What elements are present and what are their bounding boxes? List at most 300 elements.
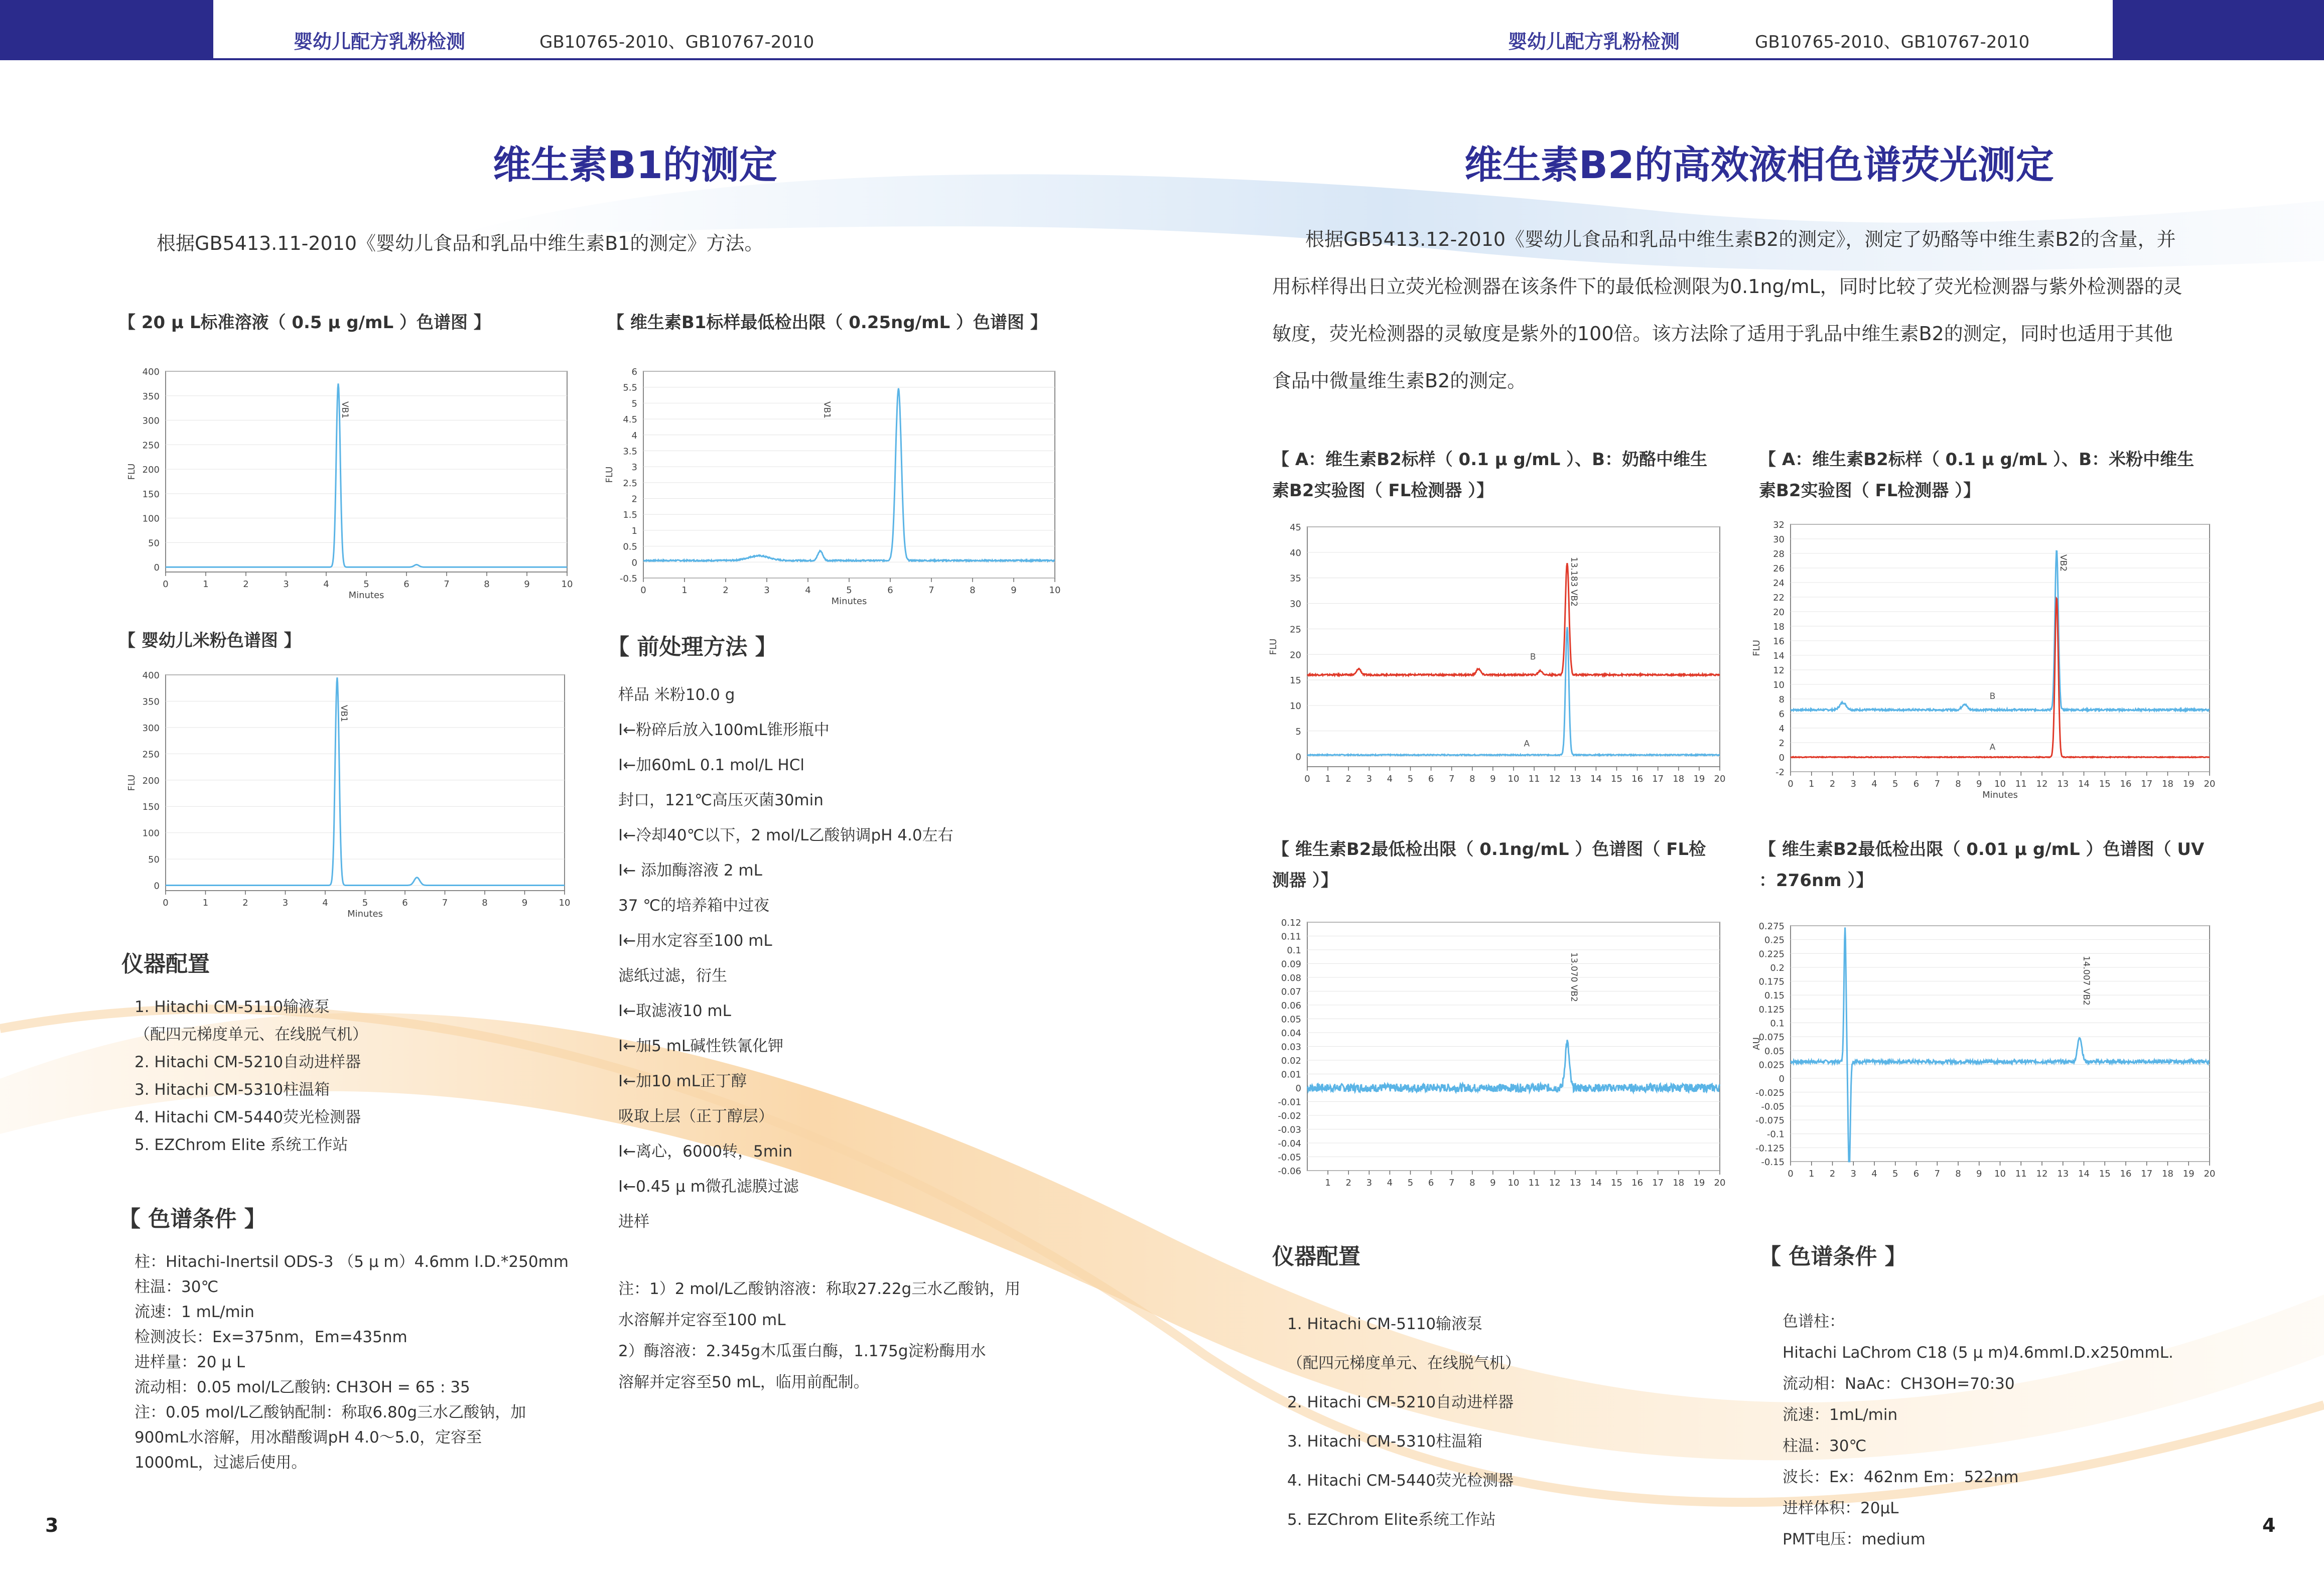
x-tick-label: 14 [1590,1178,1602,1188]
list-item: 1. Hitachi CM-5110输液泵 [1287,1315,1483,1333]
y-tick-label: 100 [142,828,160,839]
caption-line: 测器 ）】 [1272,871,1338,891]
caption-line: 【 A：维生素B2标样（ 0.1 μ g/mL ）、B：米粉中维生 [1759,450,2195,470]
x-tick-label: 19 [2182,779,2195,789]
x-tick-label: 13 [1569,774,1581,784]
x-tick-label: 3 [764,585,770,596]
y-tick-label: 32 [1773,520,1785,530]
x-tick-label: 7 [442,898,448,908]
y-tick-label: 0.5 [623,541,637,552]
list-item: 进样 [618,1213,649,1231]
list-item: 色谱柱： [1783,1313,1845,1331]
x-tick-label: 19 [2182,1169,2195,1179]
y-tick-label: 4 [631,430,637,441]
peak-label: VB1 [340,401,350,419]
y-tick-label: -0.05 [1761,1101,1785,1112]
x-tick-label: 14 [2078,779,2090,789]
list-item: I←加5 mL碱性铁氰化钾 [618,1037,784,1055]
list-item: 5. EZChrom Elite 系统工作站 [134,1136,348,1154]
y-tick-label: -0.1 [1766,1129,1785,1140]
list-item: 柱温：30℃ [134,1278,219,1296]
intro-left: 根据GB5413.11-2010《婴幼儿食品和乳品中维生素B1的测定》方法。 [157,232,764,254]
x-tick-label: 10 [559,898,571,908]
peak-label: VB1 [822,401,832,419]
x-tick-label: 9 [521,898,528,908]
list-item: PMT电压：medium [1783,1530,1926,1548]
x-tick-label: 11 [2015,779,2027,789]
list-item: 1000mL，过滤后使用。 [134,1454,307,1472]
y-tick-label: 0.05 [1281,1014,1301,1025]
x-tick-label: 12 [2036,1169,2048,1179]
y-axis-label: AU [1751,1037,1762,1050]
x-tick-label: 7 [1448,774,1455,784]
series-label: A [1989,742,1996,753]
y-tick-label: 20 [1290,650,1301,661]
list-item: 流动相：0.05 mol/L乙酸钠: CH3OH = 65 : 35 [134,1378,470,1396]
x-tick-label: 4 [322,898,328,908]
intro-line: 根据GB5413.12-2010《婴幼儿食品和乳品中维生素B2的测定》，测定了奶酪等中维生素B2的含量，并 [1305,228,2176,250]
list-item: 流动相：NaAc：CH3OH=70:30 [1783,1375,2015,1393]
x-tick-label: 2 [1345,1178,1351,1188]
caption-std-chart: 【 20 μ L标准溶液（ 0.5 μ g/mL ）色谱图 】 [118,313,491,333]
y-tick-label: 6 [631,367,637,377]
y-axis-label: FLU [126,774,137,791]
x-tick-label: 13 [2057,779,2069,789]
list-item: （配四元梯度单元、在线脱气机） [1287,1354,1521,1372]
x-tick-label: 0 [163,898,169,908]
y-tick-label: 30 [1773,534,1785,545]
x-tick-label: 15 [2099,1169,2111,1179]
x-axis-label: Minutes [831,596,867,607]
x-tick-label: 10 [1994,779,2006,789]
list-item: 水溶解并定容至100 mL [618,1311,786,1329]
list-item: Hitachi LaChrom C18 (5 μ m)4.6mmI.D.x250mmL. [1783,1344,2173,1362]
list-item: 流速：1mL/min [1783,1406,1898,1424]
x-tick-label: 16 [1631,774,1644,784]
list-item: 溶解并定容至50 mL，临用前配制。 [618,1373,869,1391]
y-tick-label: -2 [1775,767,1785,778]
x-tick-label: 10 [1508,1178,1520,1188]
y-tick-label: 0.11 [1281,931,1301,942]
list-item: （配四元梯度单元、在线脱气机） [134,1026,368,1044]
y-axis-label: FLU [126,463,137,480]
page-title-right: 维生素B2的高效液相色谱荧光测定 [1464,142,2054,187]
x-tick-label: 8 [482,898,488,908]
y-tick-label: 2 [1779,738,1785,749]
conditions-title-left: 【 色谱条件 】 [118,1206,266,1232]
y-tick-label: 14 [1773,651,1785,661]
y-tick-label: 300 [142,723,160,734]
y-tick-label: 400 [142,670,160,681]
y-tick-label: 1 [631,525,637,536]
intro-line: 敏度，荧光检测器的灵敏度是紫外的100倍。该方法除了适用于乳品中维生素B2的测定，同时也适用于其他 [1272,323,2173,345]
y-tick-label: 6 [1779,709,1785,720]
y-tick-label: 12 [1773,665,1785,676]
y-tick-label: 0.2 [1770,962,1785,973]
list-item: 滤纸过滤，衍生 [618,967,727,985]
y-tick-label: 0.05 [1764,1046,1785,1057]
x-tick-label: 5 [1892,1169,1898,1179]
x-tick-label: 7 [1448,1178,1455,1188]
x-tick-label: 1 [681,585,688,596]
conditions-list-right [1783,1306,2173,1555]
list-item: 样品 米粉10.0 g [618,686,735,704]
x-tick-label: 5 [846,585,852,596]
y-tick-label: 28 [1773,549,1785,559]
x-tick-label: 3 [1366,1178,1373,1188]
x-tick-label: 18 [1673,1178,1685,1188]
x-axis-label: Minutes [1982,790,2018,800]
y-tick-label: 4.5 [623,414,637,425]
caption-line: 【 维生素B2最低检出限（ 0.1ng/mL ）色谱图（ FL检 [1272,839,1706,859]
x-tick-label: 2 [1345,774,1351,784]
x-tick-label: 1 [1325,774,1331,784]
caption-line: 【 A：维生素B2标样（ 0.1 μ g/mL ）、B：奶酪中维生 [1272,450,1708,470]
list-item: 柱：Hitachi-Inertsil ODS-3 （5 μ m）4.6mm I.D.*250mm [134,1253,569,1271]
x-tick-label: 19 [1693,1178,1705,1188]
y-tick-label: 400 [142,367,160,377]
y-tick-label: -0.125 [1755,1143,1785,1154]
y-tick-label: 0.025 [1758,1060,1785,1071]
list-item: 波长：Ex：462nm Em：522nm [1783,1468,2019,1486]
y-tick-label: 0 [154,562,160,574]
y-tick-label: -0.075 [1755,1115,1785,1126]
header-title-left: 婴幼儿配方乳粉检测 [294,31,466,53]
list-item: 5. EZChrom Elite系统工作站 [1287,1511,1496,1529]
y-tick-label: 50 [148,538,160,549]
y-tick-label: 3.5 [623,446,637,457]
y-tick-label: 18 [1773,622,1785,632]
caption-lod-chart: 【 维生素B1标样最低检出限（ 0.25ng/mL ）色谱图 】 [607,313,1047,333]
series-label: A [1524,739,1530,749]
x-tick-label: 18 [2162,779,2173,789]
y-tick-label: -0.15 [1761,1157,1785,1168]
list-item: I←0.45 μ m微孔滤膜过滤 [618,1178,799,1196]
y-tick-label: 0 [154,881,160,892]
y-tick-label: -0.05 [1278,1152,1301,1163]
x-tick-label: 9 [1976,779,1982,789]
list-item: I←粉碎后放入100mL锥形瓶中 [618,721,830,739]
x-tick-label: 17 [1652,774,1664,784]
y-tick-label: 16 [1773,636,1785,647]
peak-label: VB2 [2058,554,2069,572]
x-tick-label: 3 [283,579,289,590]
y-tick-label: 0.02 [1281,1056,1301,1066]
page-number-right: 4 [2262,1514,2276,1536]
x-tick-label: 11 [2015,1169,2027,1179]
list-item: 进样量：20 μ L [134,1353,245,1371]
y-tick-label: 0.09 [1281,959,1301,970]
x-tick-label: 8 [484,579,490,590]
x-tick-label: 6 [1913,1169,1920,1179]
y-tick-label: 0 [631,557,637,568]
list-item: 900mL水溶解，用冰醋酸调pH 4.0～5.0，定容至 [134,1428,482,1447]
y-tick-label: 5 [1295,726,1301,737]
list-item: 3. Hitachi CM-5310柱温箱 [134,1081,330,1099]
x-tick-label: 11 [1528,1178,1540,1188]
y-tick-label: 40 [1290,547,1301,558]
series-label: B [1989,691,1996,701]
list-item: I← 添加酶溶液 2 mL [618,862,762,880]
y-tick-label: 3 [631,462,637,473]
y-tick-label: 0.175 [1758,976,1785,987]
x-tick-label: 13 [2057,1169,2069,1179]
x-tick-label: 9 [1490,774,1496,784]
list-item: 进样体积：20μL [1783,1499,1899,1517]
x-tick-label: 1 [1809,779,1815,789]
list-item: 柱温：30℃ [1783,1437,1867,1455]
x-tick-label: 4 [1871,779,1877,789]
y-tick-label: -0.5 [619,574,637,584]
y-tick-label: 0.07 [1281,986,1301,997]
y-tick-label: 15 [1290,675,1301,686]
x-tick-label: 0 [1788,1169,1794,1179]
y-tick-label: 20 [1773,607,1785,618]
x-tick-label: 9 [1011,585,1017,596]
x-tick-label: 20 [2204,1169,2216,1179]
x-tick-label: 15 [1611,1178,1622,1188]
list-item: I←加10 mL正丁醇 [618,1072,747,1090]
x-tick-label: 5 [1892,779,1898,789]
x-tick-label: 1 [202,898,209,908]
x-tick-label: 6 [1428,774,1434,784]
caption-line: 【 维生素B2最低检出限（ 0.01 μ g/mL ）色谱图（ UV [1759,839,2205,859]
caption-line: ：276nm ）】 [1759,871,1873,891]
x-tick-label: 4 [1387,774,1393,784]
y-tick-label: 0 [1779,753,1785,763]
list-item: 流速：1 mL/min [134,1303,254,1321]
y-tick-label: -0.025 [1755,1087,1785,1098]
y-tick-label: 350 [142,391,160,402]
y-tick-label: 200 [142,775,160,786]
list-item: I←取滤液10 mL [618,1002,731,1020]
y-tick-label: 35 [1290,573,1301,584]
x-tick-label: 5 [363,579,369,590]
y-tick-label: 100 [142,513,160,524]
y-tick-label: 250 [142,440,160,451]
y-tick-label: 10 [1290,700,1301,711]
y-tick-label: 0.25 [1764,935,1785,946]
y-tick-label: -0.01 [1278,1097,1301,1108]
x-tick-label: 9 [524,579,530,590]
list-item: I←用水定容至100 mL [618,932,772,950]
y-tick-label: 4 [1779,724,1785,734]
x-tick-label: 6 [403,579,409,590]
x-tick-label: 7 [444,579,450,590]
x-tick-label: 5 [362,898,368,908]
x-tick-label: 10 [1994,1169,2006,1179]
x-tick-label: 5 [1407,1178,1414,1188]
y-tick-label: 0.01 [1281,1069,1301,1080]
y-tick-label: 300 [142,415,160,426]
peak-label: VB1 [338,705,349,723]
y-tick-label: 0.275 [1758,921,1785,932]
instrument-title-left: 仪器配置 [121,951,210,977]
y-tick-label: 45 [1290,522,1301,533]
y-tick-label: 10 [1773,680,1785,690]
x-tick-label: 5 [1407,774,1414,784]
y-tick-label: 2.5 [623,478,637,489]
x-tick-label: 0 [163,579,169,590]
list-item: 2. Hitachi CM-5210自动进样器 [1287,1393,1514,1411]
x-tick-label: 1 [1809,1169,1815,1179]
y-tick-label: 0 [1295,1083,1301,1094]
x-tick-label: 16 [2120,1169,2132,1179]
y-tick-label: 0.075 [1758,1032,1785,1043]
x-tick-label: 19 [1693,774,1705,784]
y-tick-label: -0.04 [1278,1138,1301,1149]
x-tick-label: 7 [1934,1169,1940,1179]
y-tick-label: 0.04 [1281,1028,1301,1039]
x-tick-label: 20 [1714,1178,1726,1188]
x-tick-label: 3 [1850,1169,1856,1179]
x-tick-label: 2 [1829,779,1836,789]
y-tick-label: 0.15 [1764,990,1785,1001]
y-tick-label: 50 [148,854,160,866]
x-tick-label: 2 [243,579,249,590]
list-item: 封口，121℃高压灭菌30min [618,791,824,809]
x-tick-label: 9 [1976,1169,1982,1179]
header-title-right: 婴幼儿配方乳粉检测 [1508,31,1680,53]
y-tick-label: 0.03 [1281,1042,1301,1053]
x-tick-label: 10 [1508,774,1520,784]
x-tick-label: 1 [1325,1178,1331,1188]
caption-line: 素B2实验图（ FL检测器 ）】 [1272,481,1494,501]
peak-label: 13.183 VB2 [1568,557,1579,607]
y-tick-label: 350 [142,696,160,707]
x-axis-label: Minutes [348,590,384,601]
instrument-title-right: 仪器配置 [1272,1244,1360,1269]
y-tick-label: 250 [142,749,160,760]
x-tick-label: 2 [1829,1169,1836,1179]
y-tick-label: 0.12 [1281,918,1301,928]
y-tick-label: -0.06 [1278,1166,1301,1177]
y-tick-label: -0.02 [1278,1111,1301,1121]
y-tick-label: 150 [142,489,160,500]
x-tick-label: 3 [282,898,289,908]
x-tick-label: 6 [1428,1178,1434,1188]
instrument-list-right [1287,1305,1521,1539]
y-tick-label: 0.06 [1281,1000,1301,1011]
y-tick-label: 150 [142,802,160,813]
y-axis-label: FLU [604,466,615,483]
list-item: 4. Hitachi CM-5440荧光检测器 [134,1108,361,1126]
list-item: I←加60mL 0.1 mol/L HCl [618,756,804,774]
x-tick-label: 20 [1714,774,1726,784]
y-tick-label: 0.225 [1758,949,1785,960]
y-tick-label: 0.1 [1287,945,1301,956]
list-item: 2. Hitachi CM-5210自动进样器 [134,1053,361,1071]
x-tick-label: 13 [1569,1178,1581,1188]
x-tick-label: 1 [203,579,209,590]
x-tick-label: 14 [1590,774,1602,784]
y-axis-label: FLU [1751,640,1762,656]
list-item: 3. Hitachi CM-5310柱温箱 [1287,1432,1483,1451]
y-tick-label: 0 [1779,1074,1785,1085]
y-tick-label: 24 [1773,578,1785,589]
y-tick-label: 22 [1773,593,1785,603]
x-tick-label: 3 [1366,774,1373,784]
x-tick-label: 3 [1850,779,1856,789]
series-label: B [1530,652,1536,662]
pretreat-title: 【 前处理方法 】 [607,634,777,660]
x-tick-label: 20 [2204,779,2216,789]
x-tick-label: 6 [1913,779,1920,789]
list-item: 37 ℃的培养箱中过夜 [618,897,770,915]
list-item: I←离心，6000转，5min [618,1142,793,1161]
y-tick-label: 0.125 [1758,1004,1785,1015]
x-tick-label: 8 [1469,774,1475,784]
header-standard-left: GB10765-2010、GB10767-2010 [539,32,814,52]
y-tick-label: 0.08 [1281,973,1301,983]
y-tick-label: 0 [1295,752,1301,763]
y-tick-label: 26 [1773,563,1785,574]
page-title-left: 维生素B1的测定 [493,142,777,187]
x-tick-label: 4 [1387,1178,1393,1188]
list-item: 2）酶溶液：2.345g木瓜蛋白酶，1.175g淀粉酶用水 [618,1342,986,1360]
x-tick-label: 6 [402,898,408,908]
x-tick-label: 0 [640,585,646,596]
list-item: 1. Hitachi CM-5110输液泵 [134,998,330,1016]
x-tick-label: 2 [242,898,248,908]
x-tick-label: 7 [1934,779,1940,789]
x-tick-label: 14 [2078,1169,2090,1179]
list-item: 检测波长：Ex=375nm，Em=435nm [134,1328,407,1346]
x-tick-label: 4 [805,585,811,596]
plot-area [1791,926,2210,1162]
y-tick-label: -0.03 [1278,1124,1301,1135]
x-tick-label: 8 [1955,779,1961,789]
x-tick-label: 10 [561,579,573,590]
x-tick-label: 0 [1304,774,1310,784]
intro-line: 食品中微量维生素B2的测定。 [1272,370,1527,392]
page-number-left: 3 [45,1514,59,1536]
x-axis-label: Minutes [347,909,383,919]
caption-line: 素B2实验图（ FL检测器 ）】 [1759,481,1981,501]
x-tick-label: 4 [323,579,329,590]
x-tick-label: 15 [1611,774,1622,784]
y-tick-label: 0.1 [1770,1018,1785,1029]
x-tick-label: 8 [970,585,976,596]
x-tick-label: 0 [1788,779,1794,789]
x-tick-label: 12 [1549,1178,1561,1188]
caption-rice-chart: 【 婴幼儿米粉色谱图 】 [118,631,301,651]
peak-label: 13.070 VB2 [1568,952,1579,1002]
x-tick-label: 17 [2141,779,2153,789]
x-tick-label: 18 [1673,774,1685,784]
list-item: 吸取上层（正丁醇层） [618,1107,774,1125]
x-tick-label: 16 [1631,1178,1644,1188]
intro-line: 用标样得出日立荧光检测器在该条件下的最低检测限为0.1ng/mL，同时比较了荧光检测器与紫外检测器的灵 [1272,275,2182,298]
x-tick-label: 18 [2162,1169,2173,1179]
peak-label: 14.007 VB2 [2081,956,2092,1006]
x-tick-label: 7 [928,585,934,596]
x-tick-label: 16 [2120,779,2132,789]
y-tick-label: 1.5 [623,510,637,521]
list-item: I←冷却40℃以下，2 mol/L乙酸钠调pH 4.0左右 [618,826,953,844]
x-tick-label: 11 [1528,774,1540,784]
x-tick-label: 17 [1652,1178,1664,1188]
x-tick-label: 8 [1469,1178,1475,1188]
x-tick-label: 12 [2036,779,2048,789]
x-tick-label: 10 [1049,585,1061,596]
list-item: 4. Hitachi CM-5440荧光检测器 [1287,1472,1514,1490]
x-tick-label: 6 [887,585,893,596]
list-item: 注：1）2 mol/L乙酸钠溶液：称取27.22g三水乙酸钠，用 [618,1280,1021,1298]
x-tick-label: 17 [2141,1169,2153,1179]
x-tick-label: 4 [1871,1169,1877,1179]
y-tick-label: 25 [1290,624,1301,635]
